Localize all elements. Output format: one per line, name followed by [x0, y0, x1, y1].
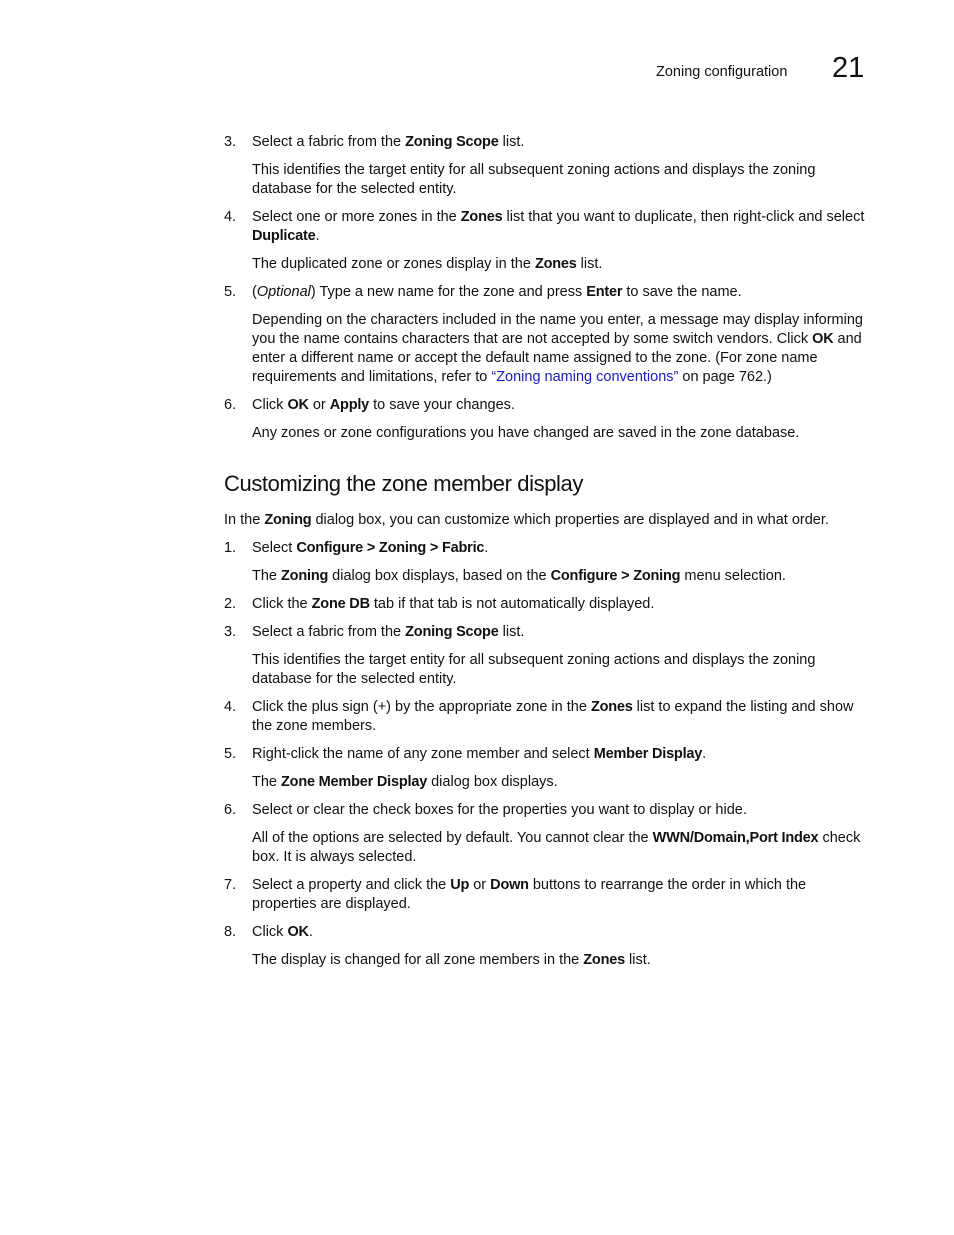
step-text: Click: [252, 924, 288, 940]
step-number: 2.: [224, 596, 237, 612]
ui-term: Up: [450, 877, 470, 893]
step-note: This identifies the target entity for all subsequent zoning actions and displays the zoning database for the selected entity.: [252, 162, 816, 197]
step-text: to save the name.: [622, 284, 742, 300]
note-text: dialog box displays.: [427, 774, 558, 790]
step-number: 1.: [224, 540, 237, 556]
step-note: [224, 567, 872, 586]
note-text: The display is changed for all zone members in the: [252, 952, 584, 968]
step-note: [224, 951, 872, 970]
note-text: and enter a different name or accept the default name assigned to the zone. (For zone name requirements and limitations, refer to: [252, 331, 862, 385]
step-number: 5.: [224, 284, 237, 300]
step-number: 6.: [224, 397, 237, 413]
ui-term: Zoning: [281, 568, 329, 584]
step-6: [224, 801, 872, 820]
step-6: [224, 396, 872, 415]
optional-label: Optional: [256, 284, 311, 300]
step-text: Click: [252, 397, 288, 413]
step-note: [224, 311, 872, 387]
section-heading: Customizing the zone member display: [224, 471, 583, 496]
ui-term: Zoning Scope: [405, 134, 499, 150]
ui-term: Configure > Zoning > Fabric: [296, 540, 485, 556]
step-number: 4.: [224, 209, 237, 225]
chapter-number: 21: [832, 52, 865, 84]
step-note: [224, 255, 872, 274]
note-text: list.: [624, 952, 651, 968]
ui-term: Configure > Zoning: [550, 568, 681, 584]
note-text: The duplicated zone or zones display in the: [252, 256, 535, 272]
intro-text: dialog box, you can customize which properties are displayed and in what order.: [311, 512, 829, 528]
step-text: .: [702, 746, 707, 762]
step-note: Any zones or zone configurations you have changed are saved in the zone database.: [252, 425, 800, 441]
note-text: Depending on the characters included in the name you enter, a message may display informing you the name contains characters that are not accepted by some switch vendors. Click: [252, 312, 863, 347]
step-note: [224, 773, 872, 792]
step-text: to save your changes.: [369, 397, 515, 413]
ui-term: OK: [812, 331, 834, 347]
step-text: Select a fabric from the: [252, 134, 406, 150]
step-number: 8.: [224, 924, 237, 940]
step-8: [224, 923, 872, 942]
ui-term: Zones: [460, 209, 503, 225]
step-text: Select a fabric from the: [252, 624, 406, 640]
ui-term: Down: [490, 877, 529, 893]
ui-term: OK: [287, 397, 309, 413]
step-text: buttons to rearrange the order in which the properties are displayed.: [252, 877, 807, 912]
step-number: 6.: [224, 802, 237, 818]
step-text: Click the plus sign (+) by the appropriate zone in the: [252, 699, 591, 715]
step-text: or: [308, 397, 330, 413]
ui-term: Zoning: [264, 512, 312, 528]
step-3: [224, 133, 872, 152]
note-text: menu selection.: [680, 568, 786, 584]
note-text: check box. It is always selected.: [252, 830, 861, 865]
step-4: [224, 698, 872, 736]
ui-term: WWN/Domain,Port Index: [652, 830, 819, 846]
step-5: [224, 283, 872, 302]
ui-term: Zoning Scope: [405, 624, 499, 640]
step-text: Select one or more zones in the: [252, 209, 461, 225]
step-text: list to expand the listing and show the zone members.: [252, 699, 854, 734]
step-text: list that you want to duplicate, then right-click and select: [502, 209, 865, 225]
note-text: The: [252, 568, 282, 584]
header-title: Zoning configuration: [656, 64, 788, 80]
ui-term: Zone Member Display: [281, 774, 428, 790]
document-body: [224, 133, 872, 979]
note-text: All of the options are selected by default. You cannot clear the: [252, 830, 653, 846]
step-text: (: [252, 284, 257, 300]
cross-reference-link[interactable]: “Zoning naming conventions”: [491, 369, 679, 385]
step-1: [224, 539, 872, 558]
ui-term: Member Display: [593, 746, 703, 762]
ui-term: Zones: [590, 699, 633, 715]
step-number: 3.: [224, 134, 237, 150]
step-text: .: [484, 540, 489, 556]
step-note: [224, 829, 872, 867]
step-4: [224, 208, 872, 246]
intro-text: In the: [224, 512, 265, 528]
ui-term: Apply: [329, 397, 370, 413]
step-text: list.: [498, 134, 525, 150]
ui-term: Zones: [534, 256, 577, 272]
step-text: Click the: [252, 596, 312, 612]
ui-term: OK: [287, 924, 309, 940]
ui-term: Zone DB: [311, 596, 370, 612]
step-number: 7.: [224, 877, 237, 893]
step-3: [224, 623, 872, 642]
step-text: Right-click the name of any zone member and select: [252, 746, 594, 762]
step-text: ) Type a new name for the zone and press: [310, 284, 587, 300]
step-2: [224, 595, 872, 614]
step-number: 3.: [224, 624, 237, 640]
note-text: dialog box displays, based on the: [328, 568, 551, 584]
step-7: [224, 876, 872, 914]
step-text: Select or clear the check boxes for the properties you want to display or hide.: [252, 802, 747, 818]
step-note: This identifies the target entity for all subsequent zoning actions and displays the zoning database for the selected entity.: [252, 652, 816, 687]
section-intro: [224, 511, 872, 530]
step-text: list.: [498, 624, 525, 640]
ui-term: Zones: [583, 952, 625, 968]
step-text: tab if that tab is not automatically displayed.: [369, 596, 655, 612]
step-number: 5.: [224, 746, 237, 762]
step-number: 4.: [224, 699, 237, 715]
ui-term: Duplicate: [252, 228, 316, 244]
step-text: Select: [252, 540, 297, 556]
step-text: Select a property and click the: [252, 877, 451, 893]
note-text: on page 762.): [678, 369, 772, 385]
note-text: list.: [576, 256, 603, 272]
note-text: The: [252, 774, 282, 790]
step-5: [224, 745, 872, 764]
step-text: .: [308, 924, 313, 940]
step-text: .: [315, 228, 320, 244]
ui-term: Enter: [586, 284, 623, 300]
step-text: or: [469, 877, 491, 893]
